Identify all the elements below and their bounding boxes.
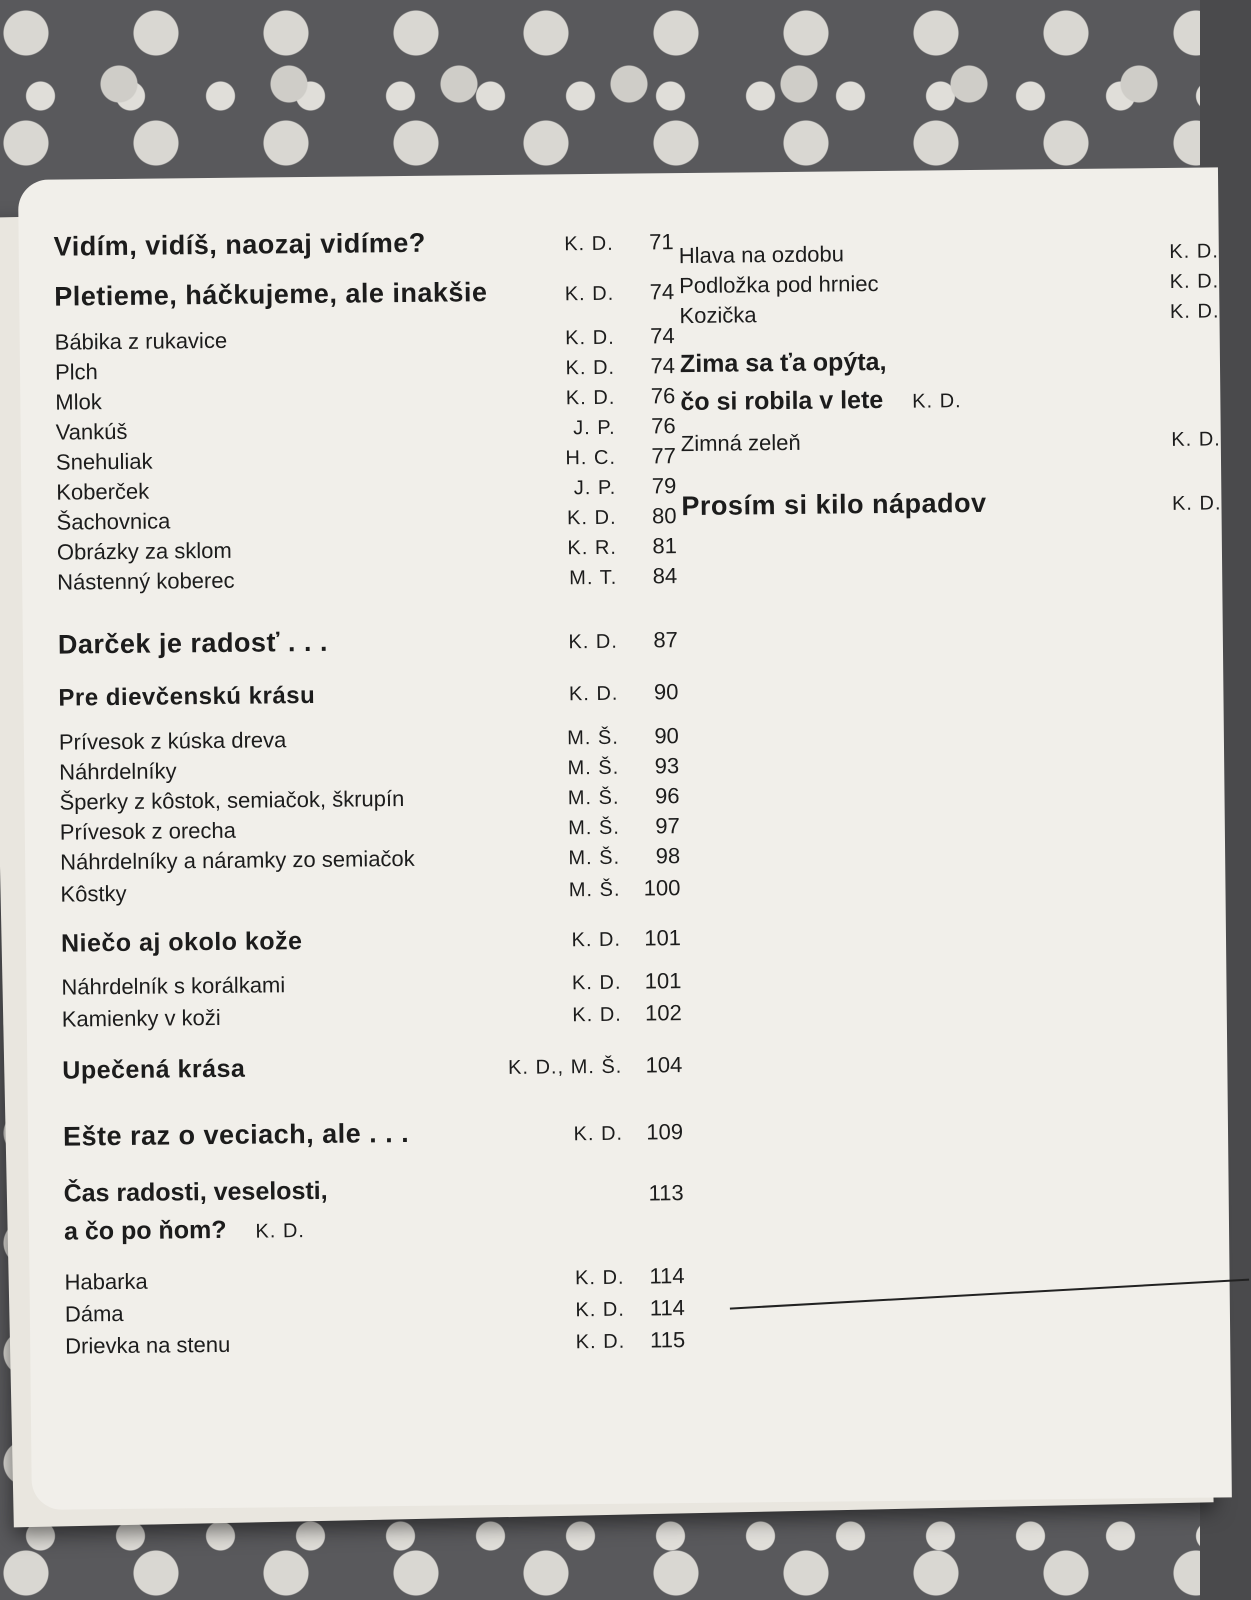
entry-author: K. D. [568, 682, 619, 706]
toc-entry [59, 753, 679, 785]
entry-page: 80 [651, 503, 677, 529]
entry-title: Náhrdelníky a náramky zo semiačok [60, 845, 415, 875]
entry-author: J. P. [573, 476, 617, 500]
entry-title: Prívesok z orecha [59, 817, 237, 845]
toc-entry [63, 1168, 684, 1252]
entry-page: 100 [643, 875, 681, 901]
entry-title: Kôstky [60, 880, 127, 907]
entry-title: Obrázky za sklom [56, 537, 232, 565]
toc-entry [55, 353, 675, 385]
entry-page: 98 [655, 843, 681, 869]
entry-page: 101 [644, 925, 682, 951]
entry-page: 115 [649, 1327, 686, 1353]
entry-author: K. D. [1171, 492, 1222, 515]
entry-author: K. D. [1169, 270, 1220, 293]
entry-page: 114 [649, 1295, 685, 1321]
toc-entry [54, 275, 674, 312]
entry-page: 76 [650, 413, 676, 439]
toc-entry [679, 267, 1219, 299]
toc-entry [65, 1295, 685, 1327]
entry-author: K. D. [574, 1266, 625, 1290]
toc-entry [56, 503, 676, 535]
entry-page: 74 [649, 279, 675, 305]
toc-entry [56, 413, 676, 445]
entry-page: 77 [651, 443, 677, 469]
toc-entry [55, 383, 675, 415]
entry-title: Kamienky v koži [61, 1004, 221, 1032]
entry-author: K. D. [1169, 240, 1219, 263]
entry-author: K. R. [567, 536, 617, 560]
entry-title: Snehuliak [55, 448, 153, 475]
entry-title: Bábika z rukavice [54, 327, 228, 355]
entry-title: Náhrdelníky [59, 758, 177, 785]
entry-author: K. D. [565, 326, 615, 350]
toc-entry [60, 875, 680, 907]
toc-entry [65, 1327, 685, 1359]
entry-page: 97 [655, 813, 680, 839]
toc-entry [61, 923, 681, 958]
entry-title: Šachovnica [56, 508, 171, 535]
entry-author: K. D. [912, 390, 962, 413]
entry-author: M. Š. [568, 816, 620, 840]
entry-page: 87 [653, 627, 678, 653]
entry-title-line: Čas radosti, veselosti, [63, 1176, 328, 1208]
entry-page: 76 [650, 383, 676, 409]
entry-author: K. D. [575, 1330, 626, 1354]
entry-title: Vankúš [55, 418, 128, 445]
toc-entry [681, 485, 1221, 522]
entry-title-line: čo si robila v lete [680, 385, 884, 417]
entry-title: Prívesok z kúska dreva [58, 727, 287, 755]
entry-title: Nástenný koberec [57, 567, 235, 595]
entry-page: 109 [646, 1119, 684, 1145]
entry-author: K. D. [565, 356, 616, 380]
entry-title: Mlok [55, 389, 102, 415]
entry-page: 90 [653, 679, 679, 705]
entry-author: K. D. [1171, 428, 1221, 451]
entry-author: M. Š. [568, 846, 621, 870]
entry-title [63, 1169, 624, 1253]
entry-author: K. D. [571, 928, 622, 952]
entry-author: M. Š. [567, 786, 620, 810]
entry-author: K. D. [572, 1003, 622, 1027]
entry-title: Podložka pod hrniec [679, 270, 879, 299]
entry-title [680, 339, 1221, 423]
toc-entry [58, 623, 678, 660]
entry-title-line: a čo po ňom? [63, 1215, 227, 1246]
footer-rule [730, 1279, 1249, 1310]
entry-page: 79 [651, 473, 677, 499]
entry-title: Koberček [56, 478, 150, 505]
entry-title: Náhrdelník s korálkami [61, 972, 286, 1000]
entry-author: M. Š. [567, 756, 620, 780]
entry-title: Zimná zeleň [680, 429, 801, 457]
entry-title: Drievka na stenu [65, 1331, 231, 1359]
toc-entry [63, 1115, 683, 1152]
toc-entry [59, 783, 679, 815]
entry-title: Habarka [64, 1268, 148, 1295]
toc-entry [681, 425, 1221, 457]
entry-title: Kozička [679, 302, 757, 329]
entry-page: 90 [654, 723, 679, 749]
entry-title: Plch [54, 359, 98, 385]
entry-author: K. D. [575, 1298, 625, 1322]
toc-entry [57, 533, 677, 565]
toc-entry [64, 1263, 684, 1295]
entry-page: 93 [654, 753, 680, 779]
entry-author: K. D. [568, 630, 618, 654]
entry-page: 74 [650, 323, 675, 349]
entry-title: Vidím, vidíš, naozaj vidíme? [53, 227, 426, 262]
toc-entry [62, 1050, 682, 1085]
entry-author: K. D. [564, 232, 614, 256]
entry-page: 113 [648, 1180, 684, 1206]
entry-page: 74 [650, 353, 676, 379]
toc-entry [60, 843, 680, 875]
toc-entry [54, 225, 674, 262]
entry-author: K. D. [1169, 300, 1220, 323]
entry-page: 102 [644, 1000, 682, 1026]
entry-title-line: Zima sa ťa opýta, [679, 347, 887, 379]
toc-entry [56, 473, 676, 505]
entry-page: 81 [652, 533, 677, 559]
toc-entry [57, 563, 677, 595]
entry-author: K. D. [565, 386, 616, 410]
toc-entry [62, 1000, 682, 1032]
toc-entry [59, 723, 679, 755]
book-page [18, 167, 1232, 1509]
entry-title: Ešte raz o veciach, ale . . . [62, 1117, 410, 1152]
toc-entry [680, 339, 1221, 423]
entry-author: K. D. [573, 1122, 624, 1146]
entry-title: Niečo aj okolo kože [60, 927, 303, 958]
entry-title: Upečená krása [62, 1054, 246, 1085]
entry-title: Darček je radosť . . . [57, 626, 329, 660]
toc-entry [55, 323, 675, 355]
toc-entry [679, 297, 1219, 329]
toc-entry [679, 237, 1219, 269]
entry-title: Hlava na ozdobu [678, 241, 845, 269]
toc-entry [56, 443, 676, 475]
entry-author: K. D. [255, 1220, 306, 1243]
toc-entry [60, 813, 680, 845]
entry-page: 71 [649, 229, 674, 255]
entry-page: 84 [652, 563, 678, 589]
entry-author: K. D. [564, 282, 615, 306]
entry-author: K. D. [571, 971, 622, 995]
entry-page: 101 [644, 968, 682, 994]
entry-title: Prosím si kilo nápadov [681, 487, 987, 522]
entry-title: Dáma [64, 1300, 124, 1327]
entry-author: K. D. [567, 506, 617, 530]
toc-entry [58, 678, 678, 712]
entry-title: Pletieme, háčkujeme, ale inakšie [54, 277, 488, 312]
entry-author: J. P. [573, 416, 616, 440]
entry-title: Pre dievčenskú krásu [58, 681, 316, 712]
entry-page: 96 [654, 783, 680, 809]
toc-entry [61, 968, 681, 1000]
entry-author: M. Š. [568, 878, 621, 902]
entry-author: M. Š. [567, 726, 619, 750]
entry-page: 104 [645, 1052, 683, 1078]
entry-author: H. C. [565, 446, 617, 470]
entry-author: K. D., M. Š. [507, 1055, 623, 1079]
entry-title: Šperky z kôstok, semiačok, škrupín [59, 785, 405, 815]
entry-page: 114 [649, 1263, 685, 1289]
entry-author: M. T. [569, 566, 618, 590]
